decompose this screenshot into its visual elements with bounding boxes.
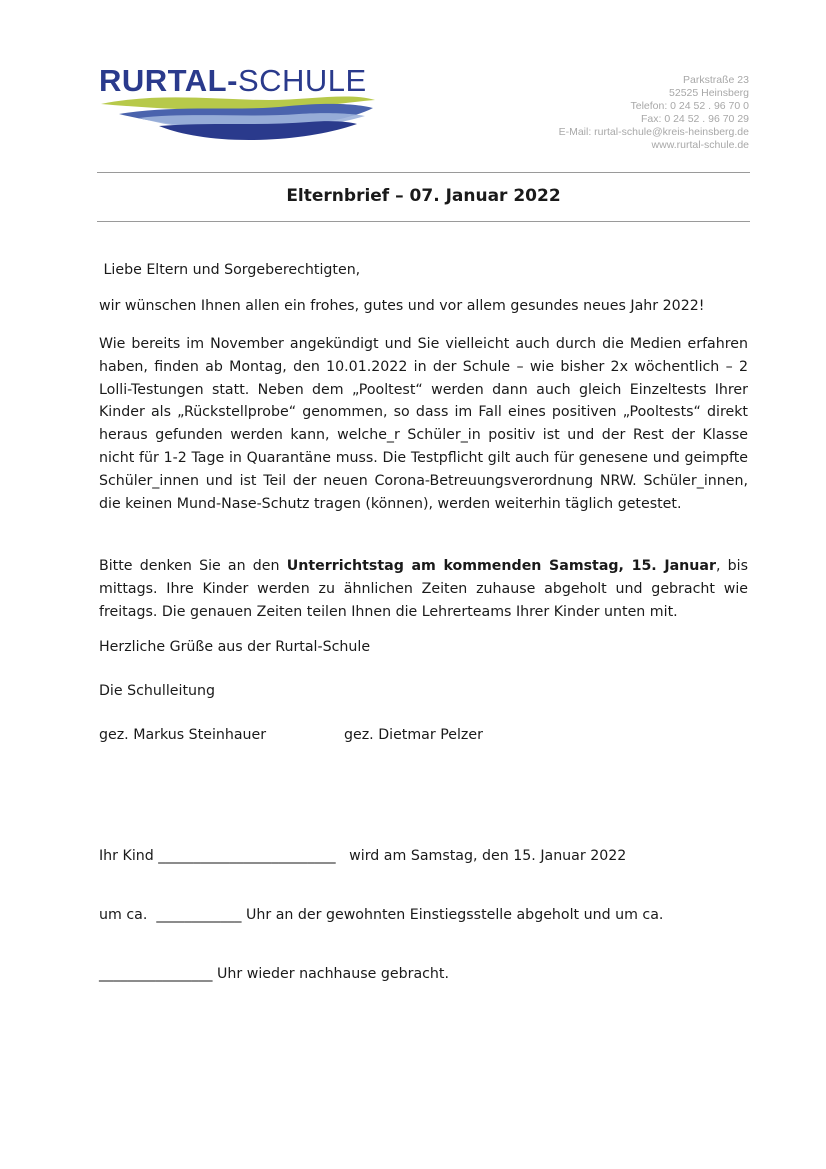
logo-wordmark-bold: RURTAL-	[99, 63, 238, 98]
letter-title: Elternbrief – 07. Januar 2022	[286, 186, 561, 206]
divider-bottom	[97, 221, 750, 222]
saturday-paragraph	[99, 555, 748, 623]
logo-waves-icon	[99, 94, 379, 144]
form-child-line: Ihr Kind _________________________ wird am Samstag, den 15. Januar 2022	[99, 848, 627, 864]
sender: Die Schulleitung	[99, 683, 216, 699]
signatures	[99, 724, 748, 747]
address-city: 52525 Heinsberg	[669, 87, 749, 99]
address-fax: Fax: 0 24 52 . 96 70 29	[641, 113, 749, 125]
address-phone: Telefon: 0 24 52 . 96 70 0	[630, 100, 749, 112]
school-logo	[99, 64, 379, 144]
signature-pelzer: gez. Dietmar Pelzer	[344, 727, 483, 743]
saturday-paragraph-highlight: Unterrichtstag am kommenden Samstag, 15. Januar	[286, 558, 716, 574]
saturday-paragraph-intro: Bitte denken Sie an den	[99, 558, 287, 574]
address-street: Parkstraße 23	[683, 74, 749, 86]
form-return-line: ________________ Uhr wieder nachhause gebracht.	[99, 966, 449, 982]
signature-steinhauer: gez. Markus Steinhauer	[99, 727, 267, 743]
form-pickup-line: um ca. ____________ Uhr an der gewohnten Einstiegsstelle abgeholt und um ca.	[99, 907, 664, 923]
greeting: Liebe Eltern und Sorgeberechtigten,	[99, 262, 361, 278]
testing-paragraph: Wie bereits im November angekündigt und Sie vielleicht auch durch die Medien erfahren haben, finden ab Montag, den 10.01.2022 in der Schule – wie bisher 2x wöchentlich – 2 Lolli-Testungen statt. Neben dem „Pooltest“ werden dann auch gleich Einzeltests Ihrer Kinder als „Rückstellprobe“ genommen, so dass im Fall eines positiven „Pooltests“ direkt heraus gefunden werden kann, welche_r Schüler_in positiv ist und der Rest der Klasse nicht für 1-2 Tage in Quarantäne muss. Die Testpflicht gilt auch für genesene und geimpfte Schüler_innen und ist Teil der neuen Corona-Betreuungsverordnung NRW. Schüler_innen, die keinen Mund-Nase-Schutz tragen (können), werden weiterhin täglich getestet.	[99, 336, 748, 512]
address-email: E-Mail: rurtal-schule@kreis-heinsberg.de	[558, 126, 749, 138]
address-website: www.rurtal-schule.de	[651, 139, 749, 151]
logo-wordmark	[99, 64, 367, 98]
divider-top	[97, 172, 750, 173]
new-year-wish: wir wünschen Ihnen allen ein frohes, gutes und vor allem gesundes neues Jahr 2022!	[99, 298, 705, 314]
school-address	[559, 74, 749, 152]
closing-regards: Herzliche Grüße aus der Rurtal-Schule	[99, 639, 371, 655]
logo-wordmark-light: SCHULE	[237, 63, 367, 98]
saturday-paragraph-rest: , bis mittags. Ihre Kinder werden zu ähnlichen Zeiten zuhause abgeholt und gebracht wie freitags. Die genauen Zeiten teilen Ihnen die Lehrerteams Ihrer Kinder unten mit.	[99, 558, 748, 620]
